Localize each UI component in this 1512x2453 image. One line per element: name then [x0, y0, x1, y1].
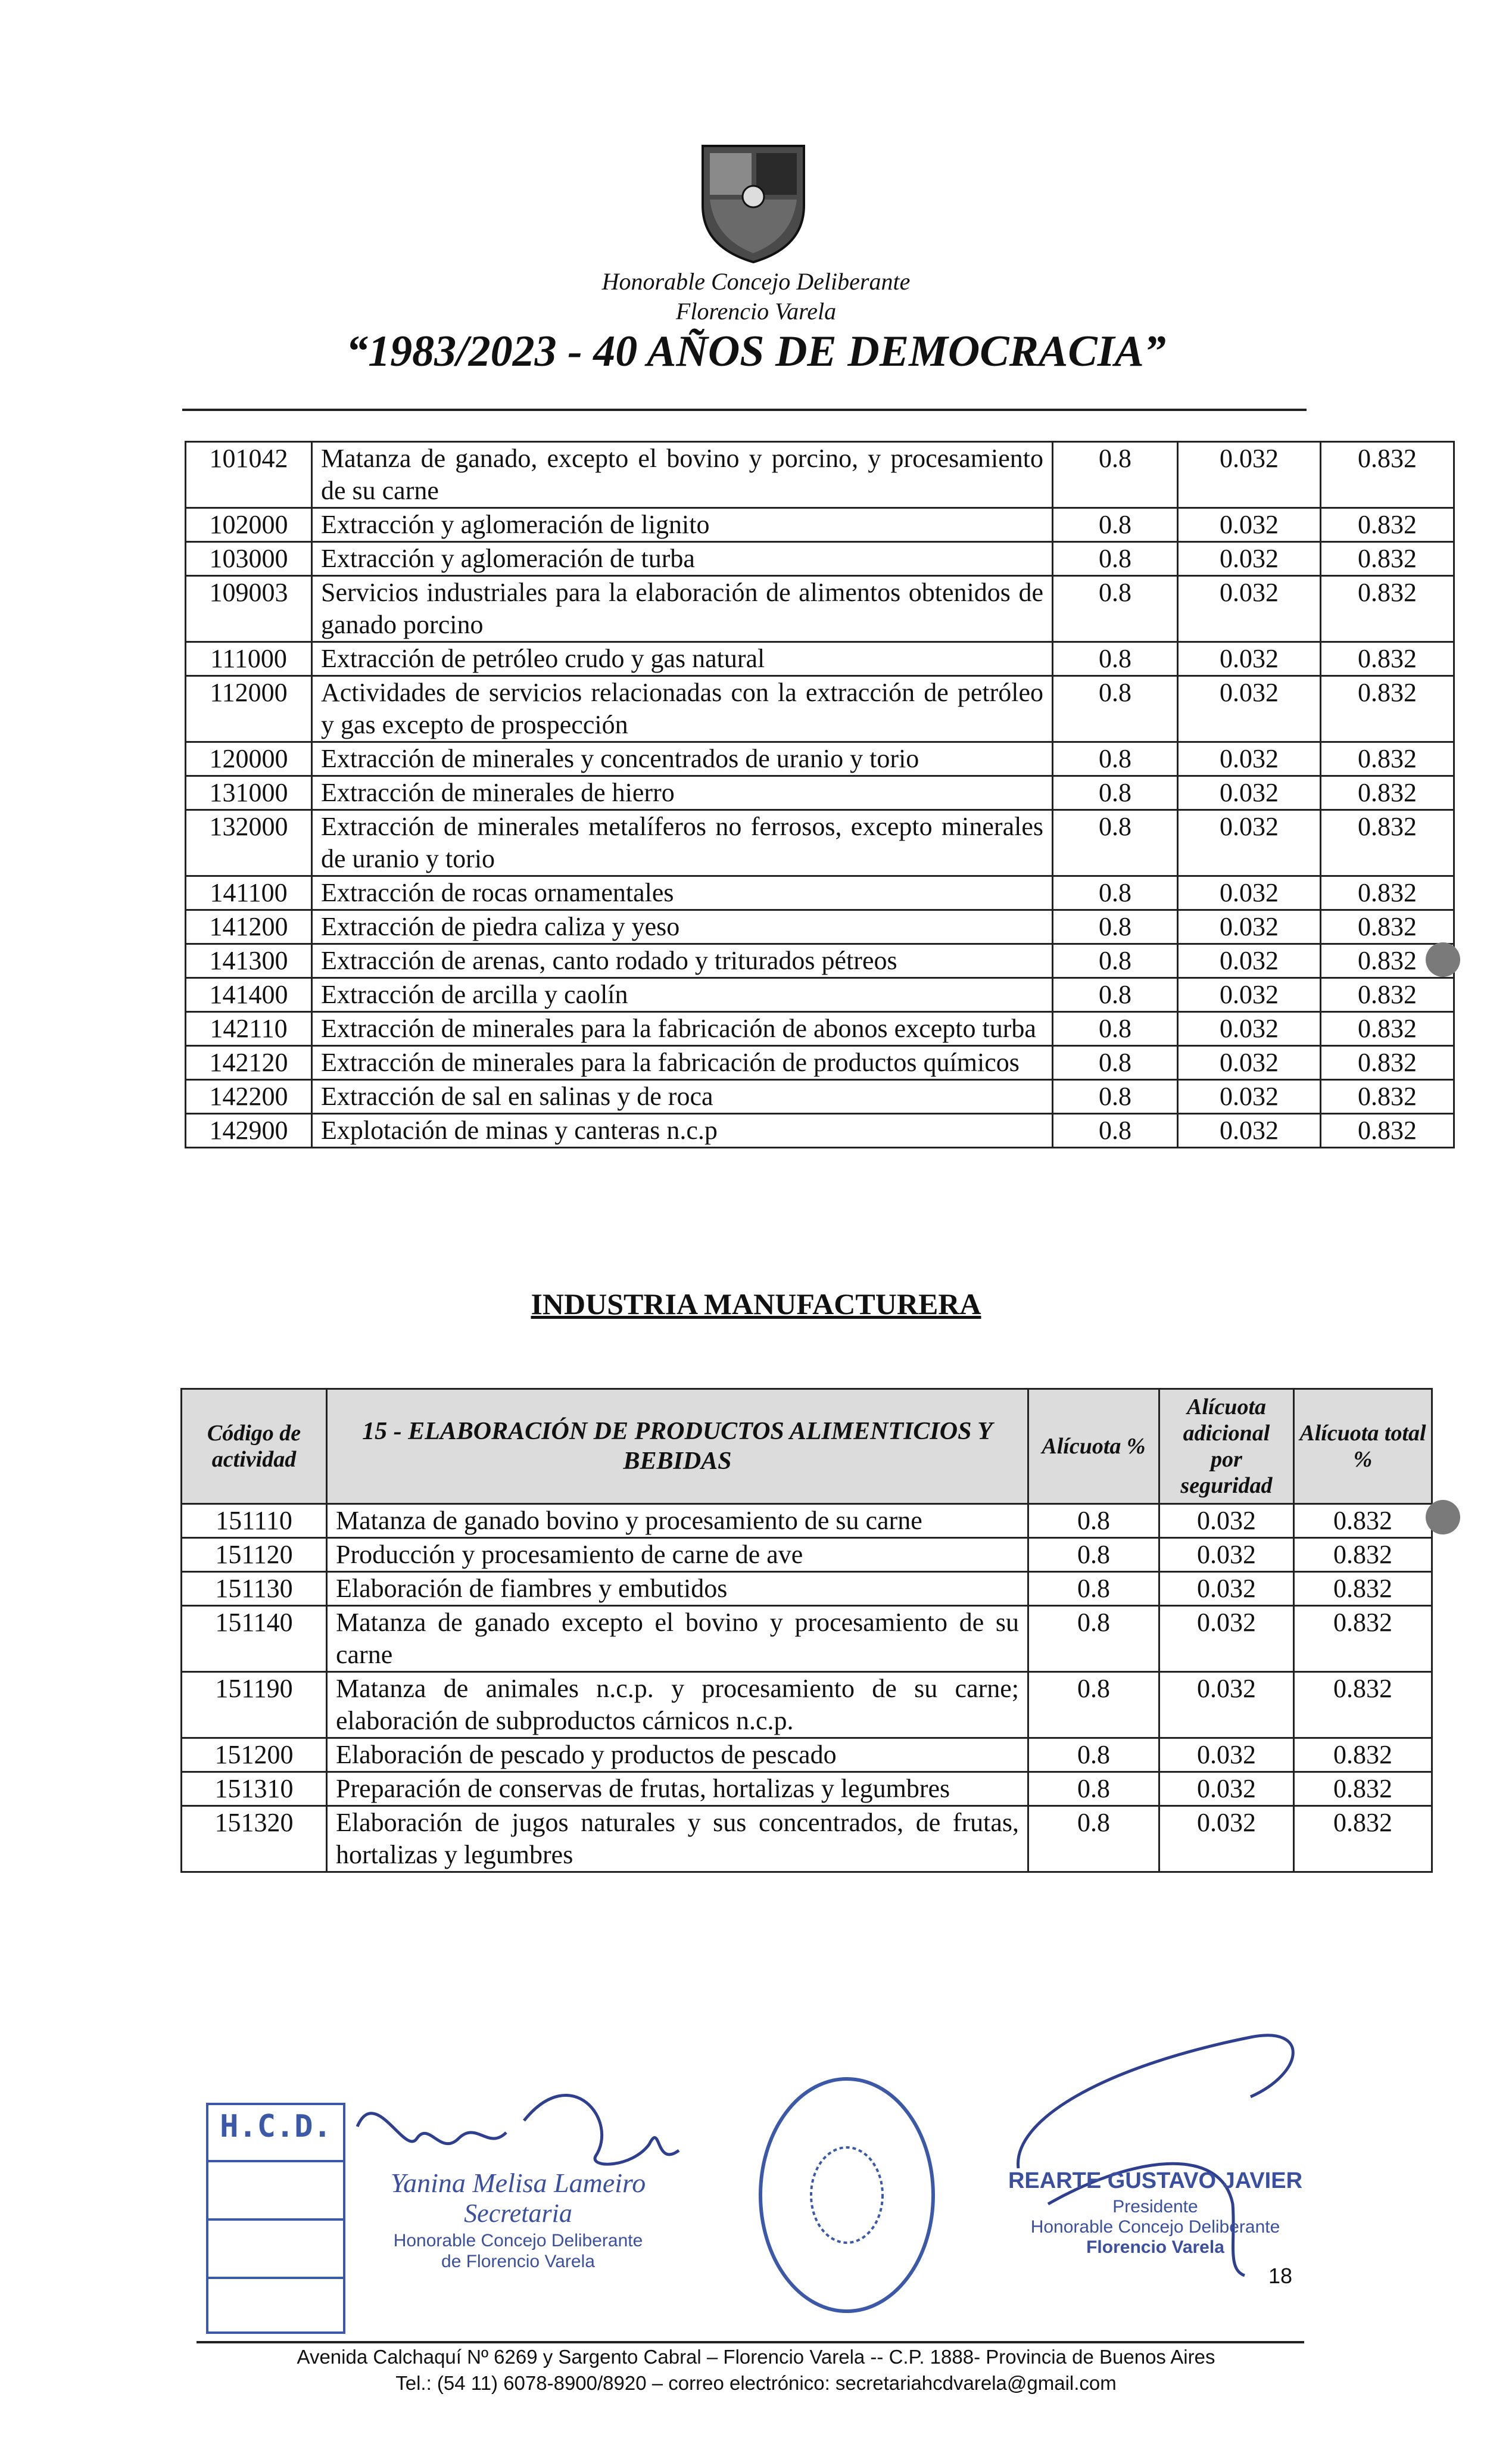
table-row: [182, 1738, 1432, 1772]
rate-value: 0.8: [1053, 810, 1178, 876]
activity-description: Extracción de petróleo crudo y gas natural: [312, 642, 1053, 676]
activity-description: Matanza de ganado bovino y procesamiento de su carne: [327, 1504, 1028, 1538]
rate-value: 0.8: [1028, 1672, 1159, 1738]
activity-code: 103000: [186, 542, 312, 576]
table-row: [186, 876, 1454, 910]
punch-hole: [1426, 942, 1460, 977]
total-rate-value: 0.832: [1321, 508, 1454, 542]
total-rate-value: 0.832: [1321, 876, 1454, 910]
activity-code: 131000: [186, 776, 312, 810]
total-rate-value: 0.832: [1321, 910, 1454, 944]
total-rate-value: 0.832: [1294, 1538, 1432, 1572]
rate-value: 0.8: [1053, 1114, 1178, 1148]
extra-rate-value: 0.032: [1178, 776, 1321, 810]
rate-value: 0.8: [1053, 1046, 1178, 1080]
official-seal: [752, 2070, 942, 2320]
extra-rate-value: 0.032: [1178, 742, 1321, 776]
extra-rate-value: 0.032: [1178, 944, 1321, 978]
table-row: [186, 944, 1454, 978]
activity-description: Extracción y aglomeración de turba: [312, 542, 1053, 576]
rate-value: 0.8: [1053, 1012, 1178, 1046]
extra-rate-value: 0.032: [1159, 1738, 1294, 1772]
rate-value: 0.8: [1028, 1538, 1159, 1572]
header-rate: Alícuota %: [1028, 1389, 1159, 1504]
president-org-line-2: Florencio Varela: [1086, 2237, 1224, 2257]
rate-value: 0.8: [1053, 742, 1178, 776]
activity-code: 132000: [186, 810, 312, 876]
activity-code: 151130: [182, 1572, 327, 1606]
table-row: [186, 542, 1454, 576]
activity-description: Extracción de arcilla y caolín: [312, 978, 1053, 1012]
table-row: [182, 1806, 1432, 1872]
activity-description: Elaboración de jugos naturales y sus concentrados, de frutas, hortalizas y legumbres: [327, 1806, 1028, 1872]
table-row: [186, 1114, 1454, 1148]
table-row: [182, 1538, 1432, 1572]
activity-code: 112000: [186, 676, 312, 742]
activity-code: 142900: [186, 1114, 312, 1148]
extra-rate-value: 0.032: [1159, 1806, 1294, 1872]
activity-code: 111000: [186, 642, 312, 676]
activity-description: Producción y procesamiento de carne de ave: [327, 1538, 1028, 1572]
section-title: INDUSTRIA MANUFACTURERA: [531, 1287, 981, 1321]
rate-value: 0.8: [1053, 576, 1178, 642]
secretary-org-line-1: Honorable Concejo Deliberante: [393, 2231, 643, 2250]
table-row: [186, 576, 1454, 642]
extra-rate-value: 0.032: [1178, 576, 1321, 642]
activity-description: Servicios industriales para la elaboración de alimentos obtenidos de ganado porcino: [312, 576, 1053, 642]
activity-description: Matanza de ganado, excepto el bovino y porcino, y procesamiento de su carne: [312, 442, 1053, 508]
table-row: [186, 810, 1454, 876]
extra-rate-value: 0.032: [1178, 978, 1321, 1012]
extra-rate-value: 0.032: [1159, 1672, 1294, 1738]
activity-code: 141200: [186, 910, 312, 944]
stamp-line: [208, 2160, 343, 2162]
table-row: [182, 1572, 1432, 1606]
hcd-stamp: [206, 2103, 345, 2334]
activity-description: Explotación de minas y canteras n.c.p: [312, 1114, 1053, 1148]
activity-code: 141100: [186, 876, 312, 910]
extra-rate-value: 0.032: [1178, 642, 1321, 676]
activity-code: 141300: [186, 944, 312, 978]
institution-line-1: Honorable Concejo Deliberante: [601, 268, 911, 295]
total-rate-value: 0.832: [1321, 978, 1454, 1012]
table-row: [186, 1046, 1454, 1080]
activity-code: 151310: [182, 1772, 327, 1806]
activity-code: 142200: [186, 1080, 312, 1114]
rate-value: 0.8: [1053, 676, 1178, 742]
rate-value: 0.8: [1028, 1572, 1159, 1606]
extra-rate-value: 0.032: [1178, 508, 1321, 542]
rate-value: 0.8: [1053, 508, 1178, 542]
rate-value: 0.8: [1053, 1080, 1178, 1114]
header-extra-rate: Alícuota adicional por seguridad: [1159, 1389, 1294, 1504]
extra-rate-value: 0.032: [1178, 876, 1321, 910]
table-row: [186, 1012, 1454, 1046]
extra-rate-value: 0.032: [1178, 1046, 1321, 1080]
page-number: 18: [1268, 2264, 1293, 2288]
extra-rate-value: 0.032: [1178, 442, 1321, 508]
activity-code: 142110: [186, 1012, 312, 1046]
footer-divider: [197, 2341, 1304, 2343]
motto: “1983/2023 - 40 AÑOS DE DEMOCRACIA”: [346, 327, 1166, 376]
activity-description: Preparación de conservas de frutas, hortalizas y legumbres: [327, 1772, 1028, 1806]
extra-rate-value: 0.032: [1178, 810, 1321, 876]
extra-rate-value: 0.032: [1178, 1114, 1321, 1148]
president-org-line-1: Honorable Concejo Deliberante: [1030, 2217, 1280, 2237]
table-row: [182, 1672, 1432, 1738]
total-rate-value: 0.832: [1321, 642, 1454, 676]
rate-value: 0.8: [1053, 642, 1178, 676]
total-rate-value: 0.832: [1321, 944, 1454, 978]
activity-code: 151110: [182, 1504, 327, 1538]
table-row: [186, 776, 1454, 810]
rate-value: 0.8: [1028, 1606, 1159, 1672]
total-rate-value: 0.832: [1321, 776, 1454, 810]
total-rate-value: 0.832: [1321, 810, 1454, 876]
total-rate-value: 0.832: [1294, 1504, 1432, 1538]
activity-description: Extracción y aglomeración de lignito: [312, 508, 1053, 542]
secretary-role: Secretaria: [464, 2199, 572, 2228]
total-rate-value: 0.832: [1321, 742, 1454, 776]
total-rate-value: 0.832: [1294, 1806, 1432, 1872]
activity-description: Matanza de animales n.c.p. y procesamiento de su carne; elaboración de subproductos cárnicos n.c.p.: [327, 1672, 1028, 1738]
extra-rate-value: 0.032: [1178, 676, 1321, 742]
total-rate-value: 0.832: [1321, 1114, 1454, 1148]
activity-table-food: [180, 1388, 1433, 1873]
extra-rate-value: 0.032: [1159, 1538, 1294, 1572]
president-name: REARTE GUSTAVO JAVIER: [1008, 2168, 1303, 2193]
table-row: [182, 1504, 1432, 1538]
activity-code: 109003: [186, 576, 312, 642]
header-section: 15 - ELABORACIÓN DE PRODUCTOS ALIMENTICIOS Y BEBIDAS: [327, 1389, 1028, 1504]
total-rate-value: 0.832: [1294, 1572, 1432, 1606]
total-rate-value: 0.832: [1321, 1080, 1454, 1114]
table-row: [186, 742, 1454, 776]
rate-value: 0.8: [1053, 442, 1178, 508]
stamp-line: [208, 2277, 343, 2279]
rate-value: 0.8: [1028, 1806, 1159, 1872]
activity-description: Extracción de minerales para la fabricación de productos químicos: [312, 1046, 1053, 1080]
extra-rate-value: 0.032: [1178, 1080, 1321, 1114]
activity-code: 151200: [182, 1738, 327, 1772]
extra-rate-value: 0.032: [1178, 1012, 1321, 1046]
activity-code: 120000: [186, 742, 312, 776]
table-row: [186, 676, 1454, 742]
institution-name: [0, 267, 1512, 326]
rate-value: 0.8: [1053, 944, 1178, 978]
header-divider: [182, 409, 1307, 411]
rate-value: 0.8: [1053, 876, 1178, 910]
total-rate-value: 0.832: [1294, 1738, 1432, 1772]
total-rate-value: 0.832: [1294, 1772, 1432, 1806]
activity-table-mining-body: [186, 442, 1454, 1148]
activity-code: 101042: [186, 442, 312, 508]
header-code: Código de actividad: [182, 1389, 327, 1504]
table-row: [186, 508, 1454, 542]
institution-line-2: Florencio Varela: [675, 298, 837, 325]
secretary-name: Yanina Melisa Lameiro: [390, 2168, 646, 2198]
activity-code: 151140: [182, 1606, 327, 1672]
total-rate-value: 0.832: [1294, 1606, 1432, 1672]
rate-value: 0.8: [1053, 978, 1178, 1012]
table-header-row: [182, 1389, 1432, 1504]
table-row: [186, 442, 1454, 508]
extra-rate-value: 0.032: [1159, 1772, 1294, 1806]
table-row: [182, 1606, 1432, 1672]
total-rate-value: 0.832: [1321, 676, 1454, 742]
table-row: [186, 642, 1454, 676]
footer-address: Avenida Calchaquí Nº 6269 y Sargento Cabral – Florencio Varela -- C.P. 1888- Provincia de Buenos Aires: [297, 2346, 1215, 2368]
coat-of-arms-logo: [697, 140, 810, 265]
rate-value: 0.8: [1028, 1738, 1159, 1772]
activity-code: 141400: [186, 978, 312, 1012]
activity-code: 151120: [182, 1538, 327, 1572]
extra-rate-value: 0.032: [1178, 910, 1321, 944]
extra-rate-value: 0.032: [1178, 542, 1321, 576]
activity-description: Extracción de minerales metalíferos no ferrosos, excepto minerales de uranio y torio: [312, 810, 1053, 876]
table-row: [186, 910, 1454, 944]
activity-table-mining: [185, 441, 1455, 1148]
table-row: [186, 1080, 1454, 1114]
activity-description: Extracción de minerales de hierro: [312, 776, 1053, 810]
president-role: Presidente: [1112, 2197, 1198, 2217]
rate-value: 0.8: [1028, 1772, 1159, 1806]
extra-rate-value: 0.032: [1159, 1606, 1294, 1672]
total-rate-value: 0.832: [1321, 1012, 1454, 1046]
total-rate-value: 0.832: [1321, 442, 1454, 508]
total-rate-value: 0.832: [1321, 576, 1454, 642]
activity-description: Extracción de piedra caliza y yeso: [312, 910, 1053, 944]
punch-hole: [1426, 1500, 1460, 1534]
secretary-org-line-2: de Florencio Varela: [441, 2252, 595, 2271]
rate-value: 0.8: [1053, 776, 1178, 810]
table-row: [186, 978, 1454, 1012]
activity-description: Extracción de arenas, canto rodado y triturados pétreos: [312, 944, 1053, 978]
activity-description: Extracción de minerales y concentrados de uranio y torio: [312, 742, 1053, 776]
total-rate-value: 0.832: [1294, 1672, 1432, 1738]
extra-rate-value: 0.032: [1159, 1572, 1294, 1606]
stamp-line: [208, 2218, 343, 2221]
activity-code: 142120: [186, 1046, 312, 1080]
activity-description: Matanza de ganado excepto el bovino y procesamiento de su carne: [327, 1606, 1028, 1672]
activity-description: Extracción de rocas ornamentales: [312, 876, 1053, 910]
hcd-stamp-label: H.C.D.: [220, 2109, 332, 2144]
extra-rate-value: 0.032: [1159, 1504, 1294, 1538]
table-row: [182, 1772, 1432, 1806]
activity-code: 102000: [186, 508, 312, 542]
activity-description: Elaboración de pescado y productos de pescado: [327, 1738, 1028, 1772]
activity-code: 151320: [182, 1806, 327, 1872]
activity-table-food-body: [182, 1504, 1432, 1872]
total-rate-value: 0.832: [1321, 1046, 1454, 1080]
rate-value: 0.8: [1028, 1504, 1159, 1538]
activity-description: Extracción de minerales para la fabricación de abonos excepto turba: [312, 1012, 1053, 1046]
activity-code: 151190: [182, 1672, 327, 1738]
activity-description: Elaboración de fiambres y embutidos: [327, 1572, 1028, 1606]
total-rate-value: 0.832: [1321, 542, 1454, 576]
footer-contact: Tel.: (54 11) 6078-8900/8920 – correo electrónico: secretariahcdvarela@gmail.com: [395, 2372, 1117, 2394]
activity-description: Actividades de servicios relacionadas con la extracción de petróleo y gas excepto de prospección: [312, 676, 1053, 742]
activity-description: Extracción de sal en salinas y de roca: [312, 1080, 1053, 1114]
rate-value: 0.8: [1053, 910, 1178, 944]
rate-value: 0.8: [1053, 542, 1178, 576]
header-total-rate: Alícuota total %: [1294, 1389, 1432, 1504]
